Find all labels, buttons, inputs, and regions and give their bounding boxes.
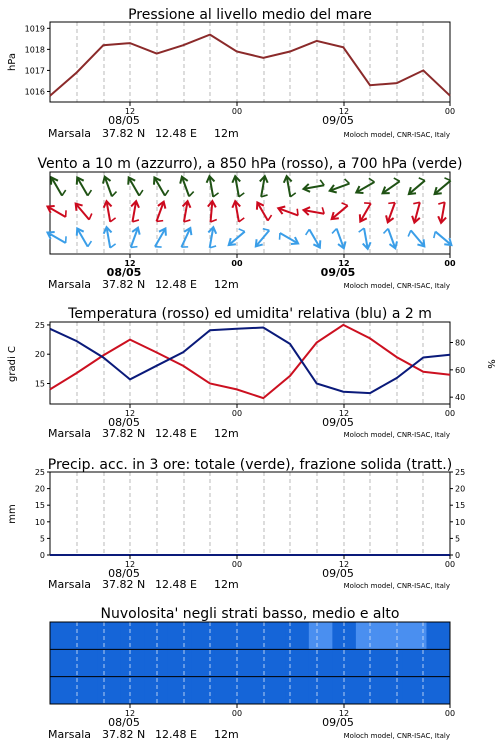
panel-title: Temperatura (rosso) ed umidita' relativa (blu) a 2 m bbox=[68, 306, 432, 322]
wind-barb bbox=[231, 200, 244, 222]
date-label: 08/05 bbox=[106, 266, 142, 279]
date-label: 08/05 bbox=[108, 716, 140, 729]
clouds-panel bbox=[50, 622, 451, 704]
wind-barb bbox=[206, 175, 219, 197]
location-name: Marsala bbox=[48, 127, 92, 140]
cloud-cell bbox=[238, 677, 262, 704]
latitude: 37.82 N bbox=[102, 127, 146, 140]
cloud-cell bbox=[50, 622, 74, 649]
cloud-cell bbox=[426, 622, 450, 649]
model-credit: Moloch model, CNR-ISAC, Italy bbox=[343, 282, 450, 290]
wind-barb bbox=[304, 227, 323, 250]
location-name: Marsala bbox=[48, 578, 92, 591]
altitude: 12m bbox=[214, 578, 239, 591]
latitude: 37.82 N bbox=[102, 278, 146, 291]
panel-title: Nuvolosita' negli strati basso, medio e alto bbox=[100, 606, 400, 622]
wind-barb bbox=[277, 203, 300, 220]
wind-barb bbox=[225, 227, 248, 248]
y-axis-label: gradi C bbox=[7, 346, 18, 382]
y-axis-label: mm bbox=[7, 504, 18, 524]
cloud-cell bbox=[309, 622, 333, 649]
y-tick-label: 10 bbox=[34, 517, 45, 527]
altitude: 12m bbox=[214, 427, 239, 440]
y-axis-label: hPa bbox=[7, 52, 18, 72]
wind-barb bbox=[153, 200, 170, 223]
cloud-cell bbox=[215, 649, 239, 676]
wind-barb-shaft bbox=[411, 230, 424, 245]
wind-barb bbox=[180, 200, 193, 222]
cloud-cell bbox=[356, 622, 380, 649]
cloud-cell bbox=[144, 677, 168, 704]
wind-barb bbox=[73, 200, 94, 223]
wind-barb bbox=[328, 201, 351, 222]
wind-barb bbox=[405, 176, 428, 197]
cloud-cell bbox=[97, 677, 121, 704]
wind-barb bbox=[129, 200, 142, 222]
longitude: 12.48 E bbox=[155, 728, 197, 741]
cloud-cell bbox=[379, 677, 403, 704]
wind-barb bbox=[431, 229, 454, 250]
cloud-cell bbox=[215, 677, 239, 704]
x-tick-label: 00 bbox=[444, 709, 456, 718]
x-tick-label: 00 bbox=[231, 107, 243, 116]
x-tick-label: 00 bbox=[444, 409, 456, 418]
y-tick-label: 15 bbox=[34, 501, 45, 511]
wind-barb bbox=[151, 174, 170, 197]
y-tick-label: 1019 bbox=[24, 24, 45, 34]
wind-barb bbox=[382, 227, 399, 250]
wind-barb bbox=[251, 226, 272, 249]
y-tick-label: 25 bbox=[34, 320, 45, 330]
latitude: 37.82 N bbox=[102, 728, 146, 741]
longitude: 12.48 E bbox=[155, 278, 197, 291]
latitude: 37.82 N bbox=[102, 427, 146, 440]
pressure-panel bbox=[50, 22, 450, 102]
wind-barb bbox=[48, 174, 67, 197]
cloud-cell bbox=[97, 649, 121, 676]
wind-barb bbox=[331, 227, 348, 250]
y-tick-label-right: 15 bbox=[455, 501, 466, 511]
longitude: 12.48 E bbox=[155, 127, 197, 140]
altitude: 12m bbox=[214, 278, 239, 291]
cloud-cell bbox=[121, 677, 145, 704]
y-tick-label: 25 bbox=[34, 468, 45, 477]
wind-barb bbox=[178, 175, 195, 198]
x-tick-label: 00 bbox=[444, 259, 456, 268]
x-tick-label: 12 bbox=[124, 259, 136, 268]
cloud-cell bbox=[168, 649, 192, 676]
wind-barb-shaft bbox=[256, 230, 269, 245]
cloud-cell bbox=[191, 622, 215, 649]
x-tick-label: 12 bbox=[338, 259, 350, 268]
model-credit: Moloch model, CNR-ISAC, Italy bbox=[343, 732, 450, 740]
cloud-cell bbox=[309, 677, 333, 704]
latitude: 37.82 N bbox=[102, 578, 146, 591]
panel-title: Vento a 10 m (azzurro), a 850 hPa (rosso), a 700 hPa (verde) bbox=[37, 156, 463, 172]
humidity-line bbox=[50, 328, 450, 394]
cloud-cell bbox=[215, 622, 239, 649]
wind-row bbox=[45, 225, 454, 250]
model-credit: Moloch model, CNR-ISAC, Italy bbox=[343, 582, 450, 590]
panel-title: Precip. acc. in 3 ore: totale (verde), frazione solida (tratt.) bbox=[47, 457, 453, 473]
x-tick-label: 12 bbox=[124, 107, 136, 116]
y-tick-label: 15 bbox=[34, 379, 45, 389]
precip-panel bbox=[50, 472, 450, 555]
date-label: 08/05 bbox=[108, 567, 140, 580]
date-label: 08/05 bbox=[108, 114, 140, 127]
cloud-cell bbox=[121, 649, 145, 676]
wind-barb bbox=[127, 226, 144, 249]
cloud-cell bbox=[426, 677, 450, 704]
x-tick-label: 12 bbox=[124, 709, 136, 718]
y-tick-label: 5 bbox=[39, 534, 45, 544]
date-label: 08/05 bbox=[108, 416, 140, 429]
wind-barb bbox=[303, 204, 325, 217]
y-tick-label: 20 bbox=[34, 484, 45, 494]
wind-barb bbox=[353, 177, 376, 196]
location-name: Marsala bbox=[48, 427, 92, 440]
x-tick-label: 12 bbox=[338, 409, 350, 418]
x-tick-label: 00 bbox=[444, 107, 456, 116]
wind-barb bbox=[45, 201, 68, 220]
y-tick-label-right: 20 bbox=[455, 484, 466, 494]
y-tick-label-right: 80 bbox=[455, 338, 466, 348]
cloud-cell bbox=[285, 677, 309, 704]
x-tick-label: 00 bbox=[444, 560, 456, 569]
x-tick-label: 00 bbox=[231, 709, 243, 718]
wind-barb bbox=[103, 226, 116, 248]
altitude: 12m bbox=[214, 728, 239, 741]
y-tick-label: 1018 bbox=[24, 45, 45, 55]
wind-barb bbox=[406, 228, 427, 251]
y-tick-label: 1016 bbox=[24, 87, 45, 97]
model-credit: Moloch model, CNR-ISAC, Italy bbox=[343, 431, 450, 439]
cloud-cell bbox=[356, 649, 380, 676]
x-tick-label: 12 bbox=[124, 409, 136, 418]
altitude: 12m bbox=[214, 127, 239, 140]
date-label: 09/05 bbox=[322, 416, 354, 429]
cloud-cell bbox=[50, 649, 74, 676]
y-tick-label: 0 bbox=[39, 551, 45, 560]
wind-barb bbox=[277, 230, 300, 249]
y-tick-label-right: 25 bbox=[455, 468, 466, 477]
cloud-cell bbox=[144, 622, 168, 649]
wind-barb bbox=[254, 199, 273, 222]
wind-barb bbox=[355, 200, 374, 223]
wind-barb bbox=[151, 226, 170, 249]
wind-barb-shaft bbox=[435, 181, 450, 194]
cloud-cell bbox=[309, 649, 333, 676]
wind-barb bbox=[302, 179, 324, 192]
cloud-cell bbox=[356, 677, 380, 704]
wind-barb bbox=[45, 227, 68, 246]
wind-barb bbox=[283, 175, 296, 197]
cloud-cell bbox=[426, 649, 450, 676]
wind-barb bbox=[125, 174, 144, 197]
wind-barb-shaft bbox=[332, 206, 347, 219]
cloud-cell bbox=[285, 622, 309, 649]
wind-barb-shaft bbox=[435, 232, 450, 245]
date-label: 09/05 bbox=[322, 716, 354, 729]
x-tick-label: 12 bbox=[338, 709, 350, 718]
x-tick-label: 00 bbox=[231, 259, 243, 268]
cloud-cell bbox=[285, 649, 309, 676]
panel-title: Pressione al livello medio del mare bbox=[128, 7, 372, 23]
wind-barb bbox=[382, 201, 399, 224]
cloud-cell bbox=[191, 649, 215, 676]
model-credit: Moloch model, CNR-ISAC, Italy bbox=[343, 131, 450, 139]
longitude: 12.48 E bbox=[155, 578, 197, 591]
y-tick-label-right: 10 bbox=[455, 517, 466, 527]
cloud-cell bbox=[262, 622, 286, 649]
wind-barb bbox=[328, 178, 351, 195]
y-tick-label: 1017 bbox=[24, 66, 45, 76]
cloud-cell bbox=[121, 622, 145, 649]
cloud-cell bbox=[191, 677, 215, 704]
date-label: 09/05 bbox=[322, 114, 354, 127]
x-tick-label: 00 bbox=[231, 560, 243, 569]
cloud-cell bbox=[379, 649, 403, 676]
temperature-line bbox=[50, 325, 450, 398]
wind-barb bbox=[206, 226, 219, 248]
location-name: Marsala bbox=[48, 728, 92, 741]
location-name: Marsala bbox=[48, 278, 92, 291]
precip-frame bbox=[50, 472, 450, 555]
pressure-line bbox=[50, 35, 450, 96]
y-axis-label-right: % bbox=[485, 359, 496, 369]
longitude: 12.48 E bbox=[155, 427, 197, 440]
cloud-cell bbox=[168, 677, 192, 704]
wind-barb bbox=[379, 176, 402, 196]
wind-barb-shaft bbox=[211, 202, 213, 222]
cloud-cell bbox=[262, 649, 286, 676]
cloud-cell bbox=[262, 677, 286, 704]
cloud-cell bbox=[50, 677, 74, 704]
date-label: 09/05 bbox=[320, 266, 356, 279]
cloud-cell bbox=[238, 622, 262, 649]
wind-barb bbox=[101, 175, 118, 198]
wind-barb-shaft bbox=[76, 204, 89, 219]
wind-barb bbox=[103, 200, 116, 222]
x-tick-label: 00 bbox=[231, 409, 243, 418]
wind-barb bbox=[409, 201, 424, 224]
cloud-cell bbox=[97, 622, 121, 649]
cloud-cell bbox=[379, 622, 403, 649]
cloud-cell bbox=[238, 649, 262, 676]
y-tick-label-right: 0 bbox=[455, 551, 461, 560]
cloud-cell bbox=[144, 649, 168, 676]
y-tick-label-right: 5 bbox=[455, 534, 461, 544]
y-tick-label: 20 bbox=[34, 350, 45, 360]
wind-row bbox=[48, 174, 453, 197]
x-tick-label: 12 bbox=[338, 560, 350, 569]
wind-barb bbox=[435, 201, 448, 223]
wind-barb bbox=[178, 226, 196, 249]
wind-barb bbox=[231, 175, 244, 197]
cloud-cell bbox=[168, 622, 192, 649]
wind-row bbox=[45, 199, 448, 223]
y-tick-label-right: 60 bbox=[455, 365, 466, 375]
x-tick-label: 12 bbox=[338, 107, 350, 116]
pressure-frame bbox=[50, 22, 450, 102]
date-label: 09/05 bbox=[322, 567, 354, 580]
y-tick-label-right: 40 bbox=[455, 393, 466, 403]
x-tick-label: 12 bbox=[124, 560, 136, 569]
wind-barb bbox=[207, 201, 219, 223]
